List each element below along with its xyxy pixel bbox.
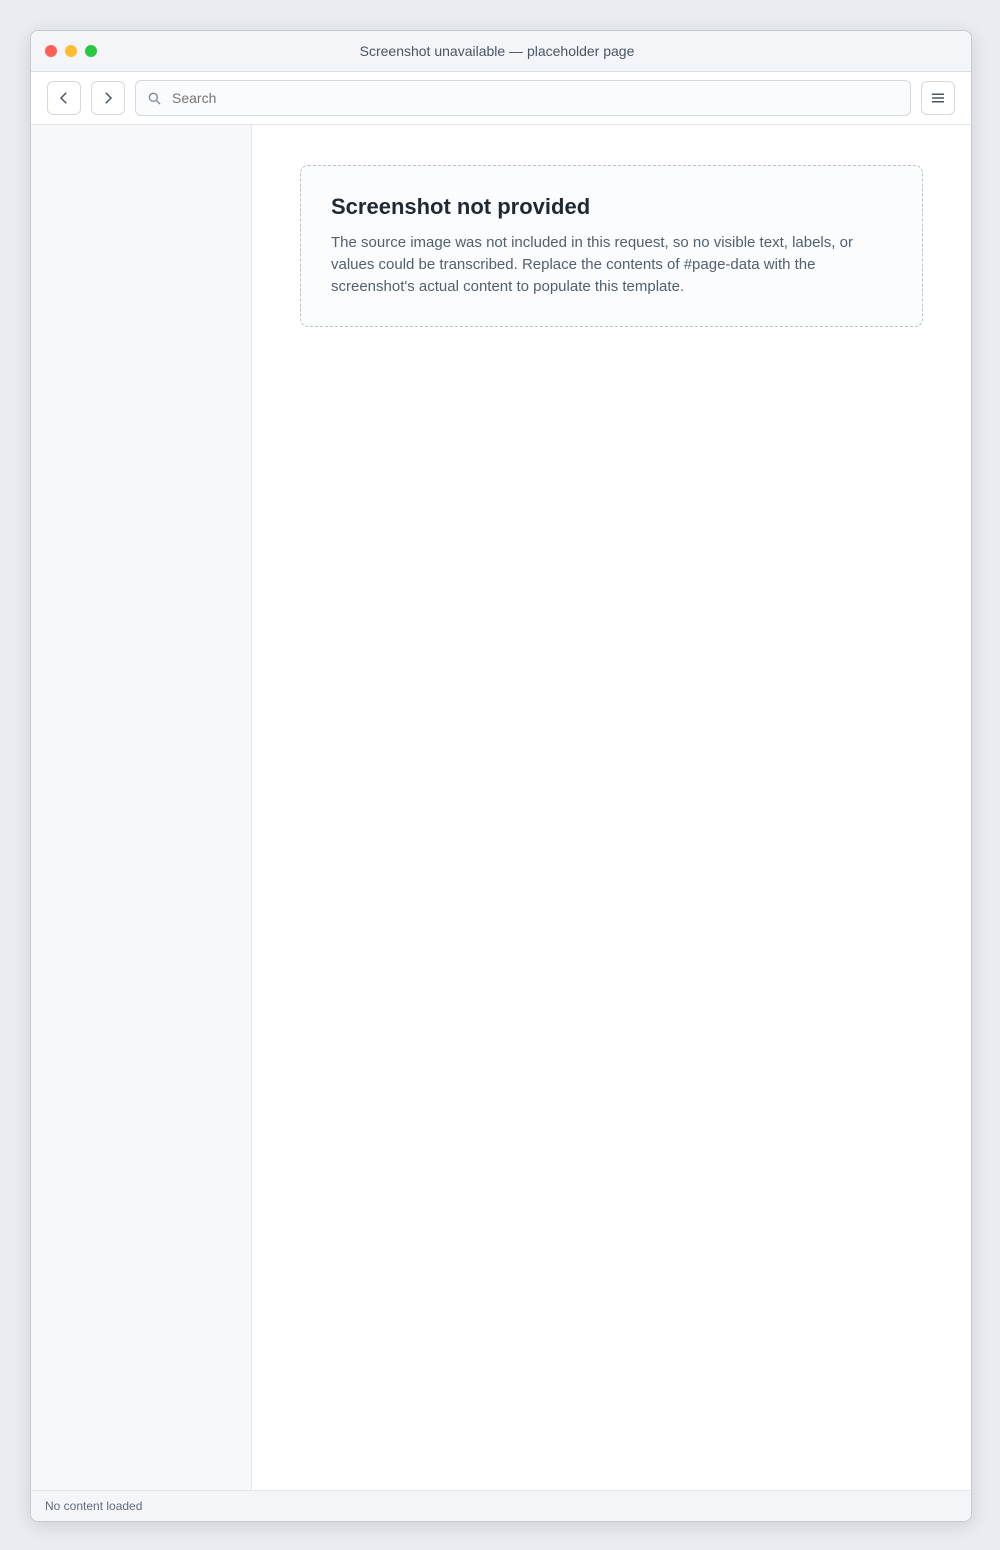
minimize-window-button[interactable] [65, 45, 77, 57]
search-icon [146, 90, 162, 106]
forward-button[interactable] [91, 81, 125, 115]
back-button[interactable] [47, 81, 81, 115]
status-text: No content loaded [45, 1499, 143, 1513]
toolbar [31, 72, 971, 125]
arrow-left-icon [55, 89, 73, 107]
missing-screenshot-notice [300, 165, 923, 327]
close-window-button[interactable] [45, 45, 57, 57]
status-bar [31, 1490, 971, 1521]
main-panel [252, 125, 971, 1490]
arrow-right-icon [99, 89, 117, 107]
menu-button[interactable] [921, 81, 955, 115]
app-window [30, 30, 972, 1522]
menu-icon [929, 89, 947, 107]
window-controls [45, 45, 97, 57]
search-input[interactable] [170, 89, 900, 107]
search-box [135, 80, 911, 116]
content-area [31, 125, 971, 1490]
notice-heading: Screenshot not provided [331, 194, 591, 219]
notice-message: The source image was not included in this request, so no visible text, labels, or values could be transcribed. Replace the contents of #page-data with the screenshot's actual content to populate this template. [331, 234, 853, 295]
maximize-window-button[interactable] [85, 45, 97, 57]
window-title: Screenshot unavailable — placeholder page [359, 43, 635, 59]
sidebar [31, 125, 252, 1490]
title-bar [31, 31, 971, 72]
